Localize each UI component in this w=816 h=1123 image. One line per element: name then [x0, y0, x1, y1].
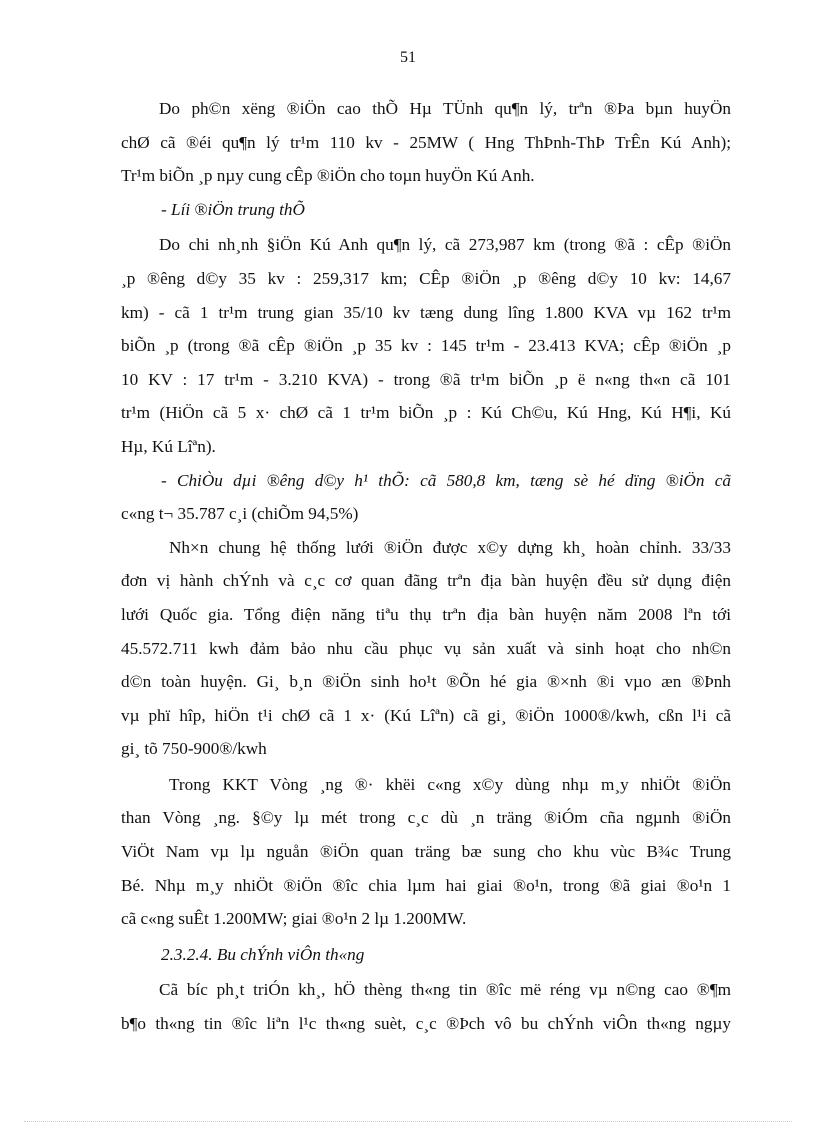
text-line: tr¹m (HiÖn cã 5 x· chØ cã 1 tr¹m biÕn ¸p : Kú Ch©u, Kú Hng, Kú H¶i, Kú — [121, 403, 731, 423]
text-line: 2.3.2.4. Bu chÝnh viÔn th«ng — [161, 944, 365, 964]
text-line: than Vòng ¸ng. §©y lµ mét trong c¸c dù ¸n träng ®iÓm cña ngµnh ®iÖn — [121, 808, 731, 828]
text-line: km) - cã 1 tr¹m trung gian 35/10 kv tæng dung lîng 1.800 KVA vµ 162 tr¹m — [121, 302, 731, 322]
text-line: Tr¹m biÕn ¸p nµy cung cÊp ®iÖn cho toµn huyÖn Kú Anh. — [121, 166, 535, 186]
text-line: b¶o th«ng tin ®îc liªn l¹c th«ng suèt, c¸c ®Þch vô bu chÝnh viÔn th«ng ngµy — [121, 1014, 731, 1034]
text-line: 45.572.711 kwh đảm bảo nhu cầu phục vụ sản xuất và sinh hoạt cho nh©n — [121, 638, 731, 658]
page-number: 51 — [400, 49, 416, 66]
text-line — [161, 464, 731, 498]
text-line: c«ng t¬ 35.787 c¸i (chiÕm 94,5%) — [121, 504, 359, 524]
text-line: cã c«ng suÊt 1.200MW; giai ®o¹n 2 lµ 1.200MW. — [121, 909, 467, 929]
paragraph-vung-ang-plant — [121, 768, 731, 936]
text-line: Bé. Nhµ m¸y nhiÖt ®iÖn ®îc chia lµm hai giai ®o¹n, trong ®ã giai ®o¹n 1 — [121, 875, 731, 895]
subheading-medium-voltage-grid — [121, 193, 731, 227]
footer-divider — [24, 1121, 792, 1122]
paragraph-power-station — [121, 92, 731, 193]
text-line: Do chi nh¸nh §iÖn Kú Anh qu¶n lý, cã 273,987 km (trong ®ã : cÊp ®iÖn — [159, 235, 731, 255]
text-line: d©n toàn huyện. Gi¸ b¸n ®iÖn sinh ho¹t ®Õn hé gia ®×nh ®i vµo æn ®Þnh — [121, 672, 731, 692]
paragraph-telecom — [121, 973, 731, 1040]
text-line: Hµ, Kú Lîªn). — [121, 436, 216, 456]
text-line: Cã bíc ph¸t triÓn kh¸, hÖ thèng th«ng tin ®îc më réng vµ n©ng cao ®¶m — [159, 980, 731, 1000]
text-line: Trong KKT Vòng ¸ng ®· khëi c«ng x©y dùng nhµ m¸y nhiÖt ®iÖn — [169, 774, 731, 794]
section-heading-post-telecom — [121, 938, 731, 972]
text-line: đơn vị hành chÝnh và c¸c cơ quan đãng trªn địa bàn huyện đều sử dụng điện — [121, 571, 731, 591]
text-line: Do ph©n xëng ®iÖn cao thÕ Hµ TÜnh qu¶n lý, trªn ®Þa bµn huyÖn — [159, 99, 731, 118]
paragraph-medium-voltage — [121, 228, 731, 463]
text-line: - Líi ®iÖn trung thÕ — [161, 199, 305, 219]
page-body — [121, 92, 731, 1041]
text-line: gi¸ tõ 750-900®/kwh — [121, 739, 267, 759]
text-line: Nh×n chung hệ thống lưới ®iÖn được x©y dựng kh¸ hoàn chỉnh. 33/33 — [169, 537, 731, 557]
paragraph-grid-overview — [121, 531, 731, 766]
text-line: ViÖt Nam vµ lµ nguån ®iÖn quan träng bæ sung cho khu vùc B¾c Trung — [121, 842, 731, 862]
text-line: 10 KV : 17 tr¹m - 3.210 KVA) - trong ®ã tr¹m biÕn ¸p ë n«ng th«n cã 101 — [121, 369, 731, 389]
text-line: vµ phï hîp, hiÖn t¹i chØ cã 1 x· (Kú Lîªn) cã gi¸ ®iÖn 1000®/kwh, cßn l¹i cã — [121, 705, 731, 725]
text-line: chØ cã ®éi qu¶n lý tr¹m 110 kv - 25MW ( Hng ThÞnh-ThÞ TrÊn Kú Anh); — [121, 132, 731, 152]
text-line: ¸p ®êng d©y 35 kv : 259,317 km; CÊp ®iÖn ¸p ®êng d©y 10 kv: 14,67 — [121, 268, 731, 288]
paragraph-low-voltage — [121, 464, 731, 531]
text-line: lưới Quốc gia. Tổng điện năng tiªu thụ trªn địa bàn huyện năm 2008 lªn tới — [121, 604, 731, 624]
text-line: biÕn ¸p (trong ®ã cÊp ®iÖn ¸p 35 kv : 145 tr¹m - 23.413 KVA; cÊp ®iÖn ¸p — [121, 336, 731, 356]
low-voltage-line-text: - ChiÒu dµi ®êng d©y h¹ thÕ: cã 580,8 km, tæng sè hé dïng ®iÖn cã — [161, 470, 731, 490]
